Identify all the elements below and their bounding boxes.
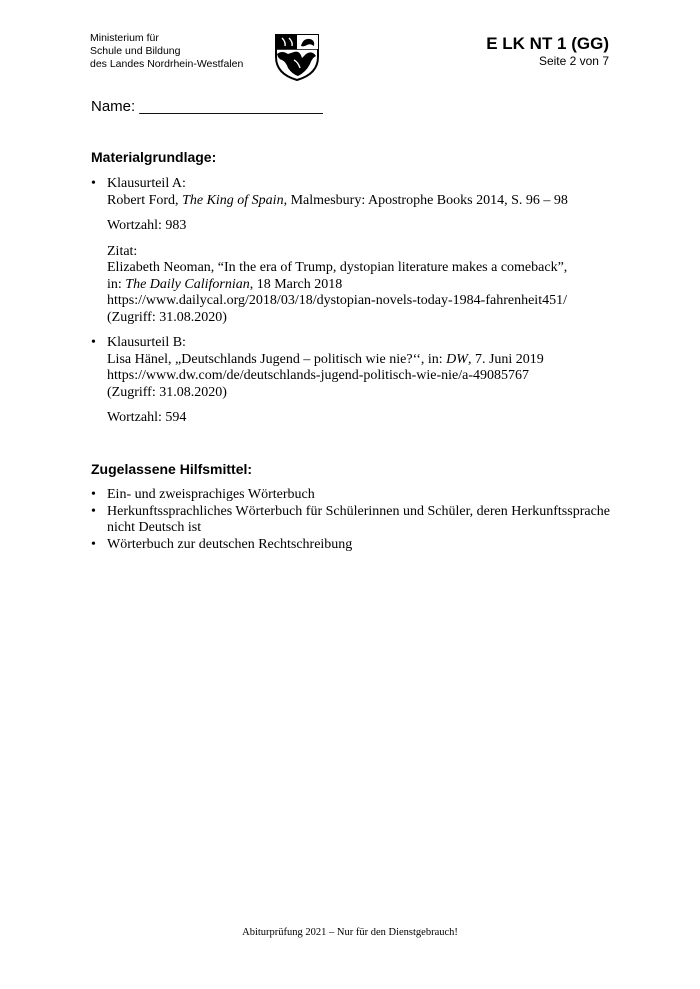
part-b-label: Klausurteil B: <box>107 335 186 350</box>
part-b-source <box>107 352 621 369</box>
ministry-line-1: Ministerium für <box>90 32 159 44</box>
part-b-author-title: Lisa Hänel, „Deutschlands Jugend – politisch wie nie?‘‘, in: <box>107 351 447 367</box>
bullet-icon: • <box>91 335 96 350</box>
part-a-publisher: , Malmesbury: Apostrophe Books 2014, S. 96 – 98 <box>283 192 568 208</box>
exam-code-block <box>486 34 609 69</box>
part-a-quote-in: in: <box>107 276 126 292</box>
ministry-name <box>90 32 243 71</box>
part-b-journal: DW <box>446 351 468 367</box>
footer-note: Abiturprüfung 2021 – Nur für den Dienstgebrauch! <box>242 927 458 938</box>
part-b-date: , 7. Juni 2019 <box>467 351 544 367</box>
materials-list <box>91 176 621 427</box>
part-a-source <box>107 193 621 210</box>
part-a-quote-line-1: Elizabeth Neoman, “In the era of Trump, dystopian literature makes a comeback”, <box>107 260 568 275</box>
part-a-quote-journal: The Daily Californian <box>125 276 250 292</box>
page-info: Seite 2 von 7 <box>538 54 609 68</box>
aid-item-2: Herkunftssprachliches Wörterbuch für Schülerinnen und Schüler, deren Herkunftssprache nicht Deutsch ist <box>107 503 611 535</box>
part-b-url: https://www.dw.com/de/deutschlands-jugend-politisch-wie-nie/a-49085767 <box>107 368 529 383</box>
list-item <box>91 504 621 537</box>
list-item <box>91 537 621 554</box>
part-a-title: The King of Spain <box>182 192 284 208</box>
bullet-icon: • <box>91 176 96 191</box>
part-b-access: (Zugriff: 31.08.2020) <box>107 384 227 400</box>
list-item-part-b <box>91 335 621 427</box>
part-a-quote-label: Zitat: <box>107 243 138 259</box>
list-item-part-a <box>91 176 621 326</box>
list-item <box>91 487 621 504</box>
materials-heading: Materialgrundlage: <box>91 149 217 165</box>
exam-code: E LK NT 1 (GG) <box>486 34 609 53</box>
bullet-icon: • <box>91 487 96 502</box>
nrw-crest-icon <box>272 32 322 82</box>
aids-heading: Zugelassene Hilfsmittel: <box>91 461 253 477</box>
part-a-quote-date: , 18 March 2018 <box>249 276 343 292</box>
bullet-icon: • <box>91 503 96 519</box>
part-a-quote-access: (Zugriff: 31.08.2020) <box>107 309 227 325</box>
part-a-quote-line-2 <box>107 277 621 294</box>
name-field: Name: ______________________ <box>91 98 323 115</box>
part-a-quote-url: https://www.dailycal.org/2018/03/18/dystopian-novels-today-1984-fahrenheit451/ <box>107 293 567 308</box>
part-b-word-count: Wortzahl: 594 <box>107 410 187 425</box>
ministry-line-2: Schule und Bildung <box>90 45 181 57</box>
part-a-author: Robert Ford, <box>107 192 183 208</box>
aid-item-1: Ein- und zweisprachiges Wörterbuch <box>107 487 315 502</box>
part-a-word-count: Wortzahl: 983 <box>107 218 187 233</box>
ministry-line-3: des Landes Nordrhein-Westfalen <box>90 58 244 70</box>
part-a-label: Klausurteil A: <box>107 176 186 191</box>
aids-list <box>91 487 621 553</box>
aid-item-3: Wörterbuch zur deutschen Rechtschreibung <box>107 536 353 552</box>
bullet-icon: • <box>91 536 96 552</box>
